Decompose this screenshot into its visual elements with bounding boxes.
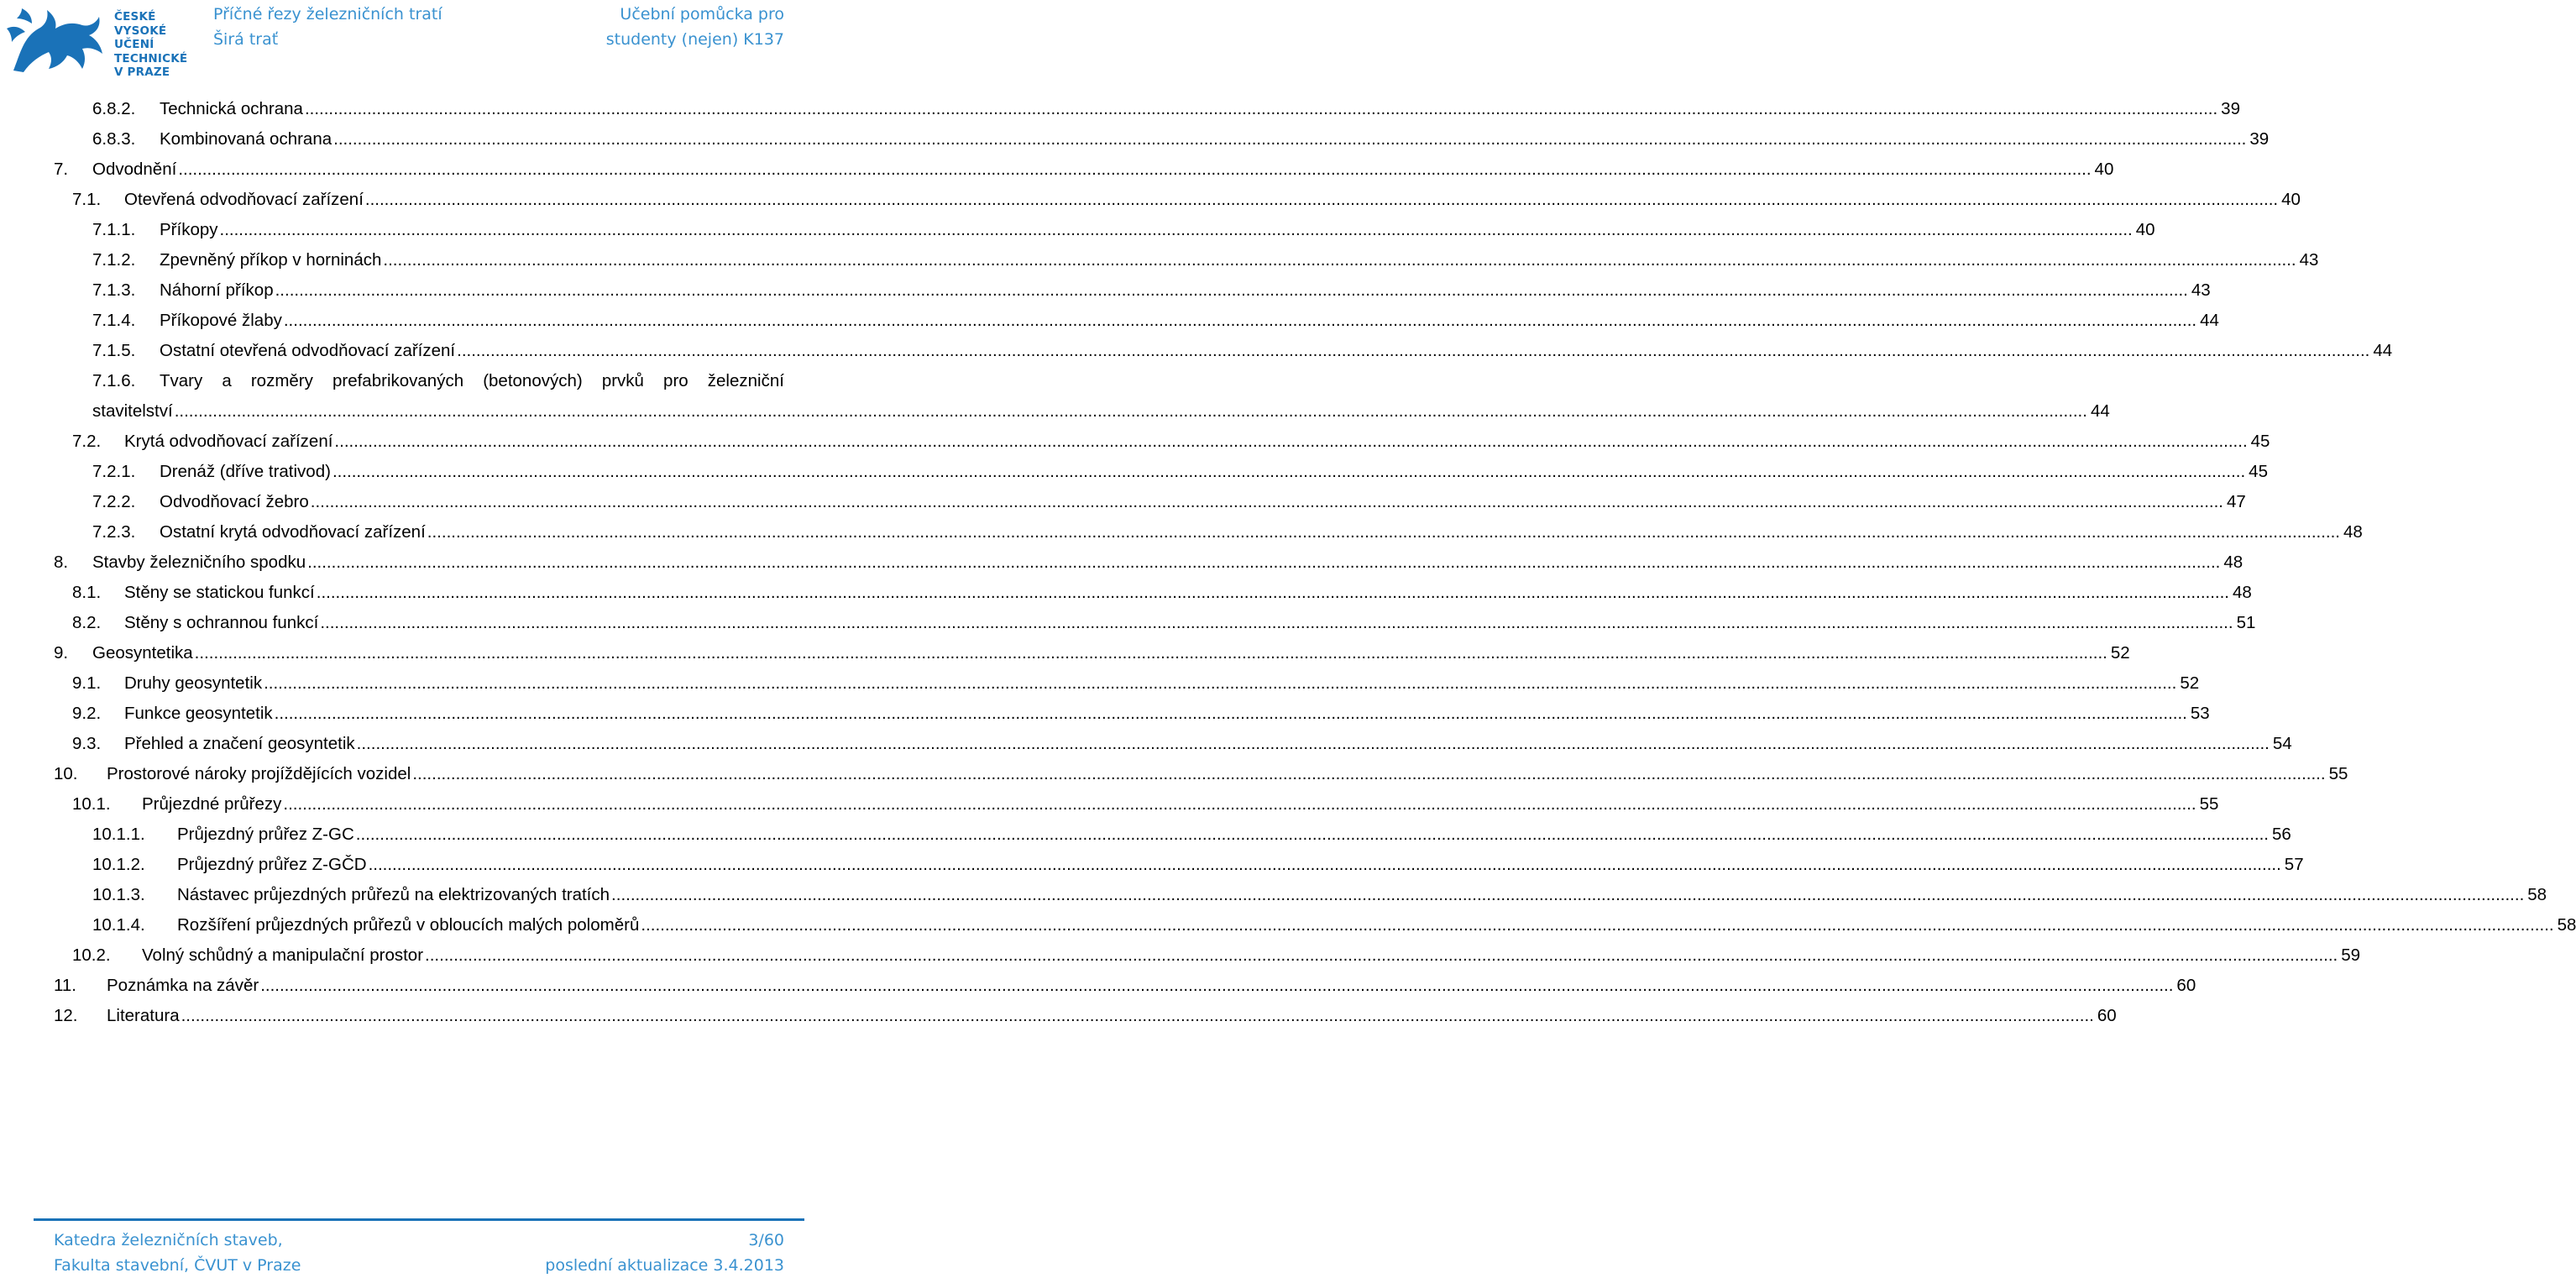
toc-leader-dots: ................................................................................................................................................................................................................................................................................................................................................................................................................: [310, 492, 2224, 511]
toc-entry-number: 7.: [54, 160, 69, 179]
toc-entry-title: Tvary a rozměry prefabrikovaných (betonových) prvků pro železniční: [160, 371, 784, 390]
toc-entry-line: [142, 794, 2219, 814]
toc-entry-title: Odvodňovací žebro: [160, 492, 309, 511]
toc-entry-number: 10.: [54, 764, 78, 783]
toc-leader-dots: ................................................................................................................................................................................................................................................................................................................................................................................................................: [412, 764, 2326, 783]
toc-entry[interactable]: [0, 764, 2348, 794]
toc-entry-page: 53: [2187, 704, 2210, 724]
toc-leader-dots: ................................................................................................................................................................................................................................................................................................................................................................................................................: [304, 99, 2218, 118]
toc-entry-title: Nástavec průjezdných průřezů na elektrizovaných tratích: [177, 885, 610, 904]
toc-entry-line: [92, 553, 2244, 573]
toc-entry-page: 58: [2524, 885, 2547, 905]
toc-entry-line: [160, 99, 2240, 119]
toc-entry-line: [177, 825, 2291, 845]
toc-leader-dots: ................................................................................................................................................................................................................................................................................................................................................................................................................: [174, 401, 2087, 421]
toc-leader-dots: ................................................................................................................................................................................................................................................................................................................................................................................................................: [333, 129, 2247, 149]
toc-entry[interactable]: [0, 1006, 2117, 1036]
toc-entry-page: 52: [2176, 673, 2199, 694]
toc-entry-number: 6.8.2.: [92, 99, 136, 118]
toc-entry-title: Náhorní příkop: [160, 280, 274, 300]
toc-leader-dots: ................................................................................................................................................................................................................................................................................................................................................................................................................: [364, 190, 2279, 209]
toc-entry-title: Odvodnění: [92, 160, 177, 179]
toc-entry-number: 9.1.: [72, 673, 102, 693]
toc-entry[interactable]: [0, 734, 2292, 764]
toc-entry-title: Volný schůdný a manipulační prostor: [142, 945, 424, 965]
toc-entry-title: Průjezdné průřezy: [142, 794, 282, 814]
toc-leader-dots: ................................................................................................................................................................................................................................................................................................................................................................................................................: [316, 583, 2229, 602]
page-header: [0, 0, 806, 84]
toc-entry-title: Ostatní otevřená odvodňovací zařízení: [160, 341, 456, 360]
toc-entry-line: [142, 945, 2361, 966]
toc-entry-title: Příkopy: [160, 220, 218, 239]
toc-entry-line: [160, 220, 2155, 240]
toc-entry-line: [160, 522, 2363, 542]
toc-entry-page: 43: [2188, 280, 2211, 301]
page-number: 3/60: [748, 1231, 784, 1249]
toc-entry-number: 10.1.4.: [92, 915, 145, 935]
toc-entry[interactable]: [0, 643, 2130, 673]
toc-entry-page: 43: [2296, 250, 2319, 270]
toc-entry-line: [124, 673, 2200, 694]
toc-entry[interactable]: [0, 885, 2547, 915]
toc-entry-line: [124, 432, 2270, 452]
toc-entry-line: [92, 643, 2130, 663]
toc-entry[interactable]: [0, 160, 2114, 190]
toc-entry-page: 40: [2092, 160, 2114, 180]
toc-entry-page: 58: [2554, 915, 2576, 935]
toc-entry-line: [124, 190, 2301, 210]
toc-entry-number: 9.3.: [72, 734, 102, 753]
toc-leader-dots: ................................................................................................................................................................................................................................................................................................................................................................................................................: [427, 522, 2341, 542]
toc-entry[interactable]: [0, 190, 2301, 220]
toc-entry-title: Otevřená odvodňovací zařízení: [124, 190, 364, 209]
toc-entry-title: Stěny s ochrannou funkcí: [124, 613, 319, 632]
toc-entry-number: 9.: [54, 643, 69, 663]
toc-entry[interactable]: [0, 462, 2268, 492]
toc-entry-page: 47: [2223, 492, 2246, 512]
toc-entry[interactable]: [0, 976, 2196, 1006]
toc-entry-title: Funkce geosyntetik: [124, 704, 273, 723]
toc-entry[interactable]: [0, 250, 2319, 280]
toc-leader-dots: ................................................................................................................................................................................................................................................................................................................................................................................................................: [178, 160, 2092, 179]
toc-entry-line: [124, 704, 2210, 724]
toc-entry-number: 12.: [54, 1006, 78, 1025]
toc-entry-line: [160, 129, 2270, 149]
footer-divider: [34, 1218, 804, 1221]
toc-entry-page: 59: [2338, 945, 2360, 966]
toc-leader-dots: ................................................................................................................................................................................................................................................................................................................................................................................................................: [320, 613, 2233, 632]
toc-entry-line: [124, 583, 2252, 603]
toc-entry-title: Ostatní krytá odvodňovací zařízení: [160, 522, 426, 542]
toc-entry-title: Poznámka na závěr: [107, 976, 259, 995]
toc-entry-line: [107, 976, 2196, 996]
toc-leader-dots: ................................................................................................................................................................................................................................................................................................................................................................................................................: [334, 432, 2248, 451]
toc-entry-title: Druhy geosyntetik: [124, 673, 263, 693]
toc-entry-number: 7.1.4.: [92, 311, 136, 330]
toc-entry-number: 10.1.: [72, 794, 111, 814]
toc-entry-number: 11.: [54, 976, 76, 995]
toc-entry-number: 8.: [54, 553, 69, 572]
toc-entry-title: Geosyntetika: [92, 643, 193, 663]
toc-leader-dots: ................................................................................................................................................................................................................................................................................................................................................................................................................: [283, 794, 2196, 814]
toc-entry-title: Krytá odvodňovací zařízení: [124, 432, 333, 451]
toc-entry-title: Příkopové žlaby: [160, 311, 282, 330]
toc-entry-line: [124, 734, 2292, 754]
toc-entry[interactable]: [0, 673, 2200, 704]
toc-entry-line: [92, 160, 2114, 180]
toc-entry[interactable]: [0, 583, 2252, 613]
toc-entry-number: 7.1.1.: [92, 220, 136, 239]
toc-leader-dots: ................................................................................................................................................................................................................................................................................................................................................................................................................: [275, 280, 2188, 300]
toc-entry-title: Průjezdný průřez Z-GC: [177, 825, 354, 844]
toc-entry-line: [107, 764, 2348, 784]
toc-entry-title: Stěny se statickou funkcí: [124, 583, 315, 602]
toc-entry[interactable]: [0, 855, 2304, 885]
toc-entry-line: [160, 250, 2319, 270]
toc-leader-dots: ................................................................................................................................................................................................................................................................................................................................................................................................................: [181, 1006, 2094, 1025]
toc-entry[interactable]: [0, 825, 2291, 855]
toc-leader-dots: ................................................................................................................................................................................................................................................................................................................................................................................................................: [332, 462, 2246, 481]
toc-entry[interactable]: [0, 129, 2270, 160]
toc-entry[interactable]: [0, 99, 2240, 129]
toc-leader-dots: ................................................................................................................................................................................................................................................................................................................................................................................................................: [260, 976, 2174, 995]
document-subtitle: Učební pomůcka pro studenty (nejen) K137: [605, 5, 784, 49]
toc-entry-number: 8.2.: [72, 613, 102, 632]
toc-entry-page: 51: [2233, 613, 2256, 633]
toc-entry-title: Literatura: [107, 1006, 180, 1025]
toc-entry[interactable]: [0, 341, 2393, 371]
toc-entry-page: 60: [2094, 1006, 2117, 1026]
toc-leader-dots: ................................................................................................................................................................................................................................................................................................................................................................................................................: [219, 220, 2133, 239]
toc-entry-title-cont: stavitelství: [92, 401, 173, 421]
toc-leader-dots: ................................................................................................................................................................................................................................................................................................................................................................................................................: [264, 673, 2177, 693]
toc-entry-page: 48: [2220, 553, 2243, 573]
toc-entry[interactable]: [0, 794, 2219, 825]
toc-leader-dots: ................................................................................................................................................................................................................................................................................................................................................................................................................: [641, 915, 2554, 935]
toc-leader-dots: ................................................................................................................................................................................................................................................................................................................................................................................................................: [457, 341, 2370, 360]
toc-entry-line: [177, 855, 2304, 875]
toc-entry-page: 40: [2133, 220, 2155, 240]
toc-entry-number: 7.1.6.: [92, 371, 136, 390]
toc-entry[interactable]: [0, 432, 2270, 462]
toc-entry-number: 10.1.1.: [92, 825, 145, 844]
toc-entry-page: 55: [2326, 764, 2348, 784]
toc-entry[interactable]: [0, 492, 2246, 522]
toc-entry-number: 10.1.2.: [92, 855, 145, 874]
toc-entry-continuation: [92, 401, 2110, 422]
toc-entry-line: [160, 492, 2246, 512]
toc-entry-number: 7.2.: [72, 432, 102, 451]
toc-entry-page: 56: [2269, 825, 2291, 845]
toc-entry[interactable]: [0, 945, 2361, 976]
toc-leader-dots: ................................................................................................................................................................................................................................................................................................................................................................................................................: [194, 643, 2107, 663]
last-updated: poslední aktualizace 3.4.2013: [545, 1256, 784, 1275]
toc-entry-line: [160, 462, 2268, 482]
toc-entry-title: Rozšíření průjezdných průřezů v obloucích malých poloměrů: [177, 915, 640, 935]
toc-entry-line: [124, 613, 2256, 633]
cvut-logo: [5, 3, 188, 79]
logo-wordmark: ČESKÉ VYSOKÉ UČENÍ TECHNICKÉ V PRAZE: [114, 10, 188, 79]
toc-entry-title: Zpevněný příkop v horninách: [160, 250, 382, 270]
toc-entry-line: [177, 915, 2576, 935]
toc-entry-title: Prostorové nároky projíždějících vozidel: [107, 764, 411, 783]
toc-entry-title: Kombinovaná ochrana: [160, 129, 332, 149]
toc-entry-title: Stavby železničního spodku: [92, 553, 306, 572]
toc-entry-number: 6.8.3.: [92, 129, 136, 149]
toc-entry-number: 10.2.: [72, 945, 111, 965]
toc-entry-page: 44: [2196, 311, 2219, 331]
toc-leader-dots: ................................................................................................................................................................................................................................................................................................................................................................................................................: [368, 855, 2281, 874]
toc-entry-page: 52: [2107, 643, 2130, 663]
toc-leader-dots: ................................................................................................................................................................................................................................................................................................................................................................................................................: [383, 250, 2296, 270]
toc-leader-dots: ................................................................................................................................................................................................................................................................................................................................................................................................................: [611, 885, 2525, 904]
toc-leader-dots: ................................................................................................................................................................................................................................................................................................................................................................................................................: [307, 553, 2221, 572]
toc-entry-page: 60: [2173, 976, 2196, 996]
toc-entry-title: Průjezdný průřez Z-GČD: [177, 855, 367, 874]
toc-entry-title: Technická ochrana: [160, 99, 303, 118]
toc-entry-page: 55: [2196, 794, 2219, 814]
toc-leader-dots: ................................................................................................................................................................................................................................................................................................................................................................................................................: [425, 945, 2338, 965]
toc-entry-page: 39: [2246, 129, 2269, 149]
toc-entry-number: 7.1.3.: [92, 280, 136, 300]
toc-entry[interactable]: [0, 371, 2110, 432]
toc-entry-number: 7.1.: [72, 190, 102, 209]
toc-entry-line: [177, 885, 2547, 905]
toc-entry[interactable]: [0, 915, 2576, 945]
toc-leader-dots: ................................................................................................................................................................................................................................................................................................................................................................................................................: [355, 825, 2269, 844]
toc-entry-page: 44: [2090, 401, 2110, 421]
toc-entry-line: [160, 280, 2211, 301]
toc-entry[interactable]: [0, 220, 2155, 250]
toc-entry-page: 54: [2270, 734, 2292, 754]
toc-entry-title: Drenáž (dříve trativod): [160, 462, 331, 481]
toc-entry-number: 9.2.: [72, 704, 102, 723]
toc-entry-page: 40: [2278, 190, 2301, 210]
toc-leader-dots: ................................................................................................................................................................................................................................................................................................................................................................................................................: [283, 311, 2197, 330]
toc-entry-number: 10.1.3.: [92, 885, 145, 904]
toc-entry-number: 7.2.3.: [92, 522, 136, 542]
toc-entry[interactable]: [0, 311, 2219, 341]
footer-page-info: [545, 1228, 784, 1278]
toc-entry-number: 7.2.2.: [92, 492, 136, 511]
toc-entry-page: 48: [2340, 522, 2363, 542]
toc-entry-line: [107, 1006, 2117, 1026]
footer-institution: Katedra železničních staveb, Fakulta stavební, ČVUT v Praze: [54, 1231, 301, 1275]
toc-entry-line: [160, 341, 2393, 361]
toc-entry-number: 7.1.5.: [92, 341, 136, 360]
toc-entry[interactable]: [0, 522, 2363, 553]
document-title: Příčné řezy železničních tratí Širá trať: [213, 5, 442, 49]
toc-entry-page: 39: [2217, 99, 2240, 119]
toc-entry-line: [160, 311, 2219, 331]
toc-entry[interactable]: [0, 553, 2244, 583]
toc-entry[interactable]: [0, 704, 2210, 734]
lion-emblem-icon: [5, 3, 109, 76]
toc-entry[interactable]: [0, 613, 2256, 643]
toc-leader-dots: ................................................................................................................................................................................................................................................................................................................................................................................................................: [356, 734, 2270, 753]
toc-entry-page: 45: [2248, 432, 2270, 452]
toc-entry-page: 57: [2281, 855, 2304, 875]
toc-entry-number: 7.2.1.: [92, 462, 136, 481]
toc-leader-dots: ................................................................................................................................................................................................................................................................................................................................................................................................................: [274, 704, 2187, 723]
toc-entry[interactable]: [0, 280, 2211, 311]
toc-entry-page: 48: [2229, 583, 2252, 603]
toc-entry-page: 44: [2369, 341, 2392, 361]
toc-entry-title: Přehled a značení geosyntetik: [124, 734, 355, 753]
toc-entry-number: 8.1.: [72, 583, 102, 602]
toc-entry-number: 7.1.2.: [92, 250, 136, 270]
toc-entry-page: 45: [2245, 462, 2268, 482]
